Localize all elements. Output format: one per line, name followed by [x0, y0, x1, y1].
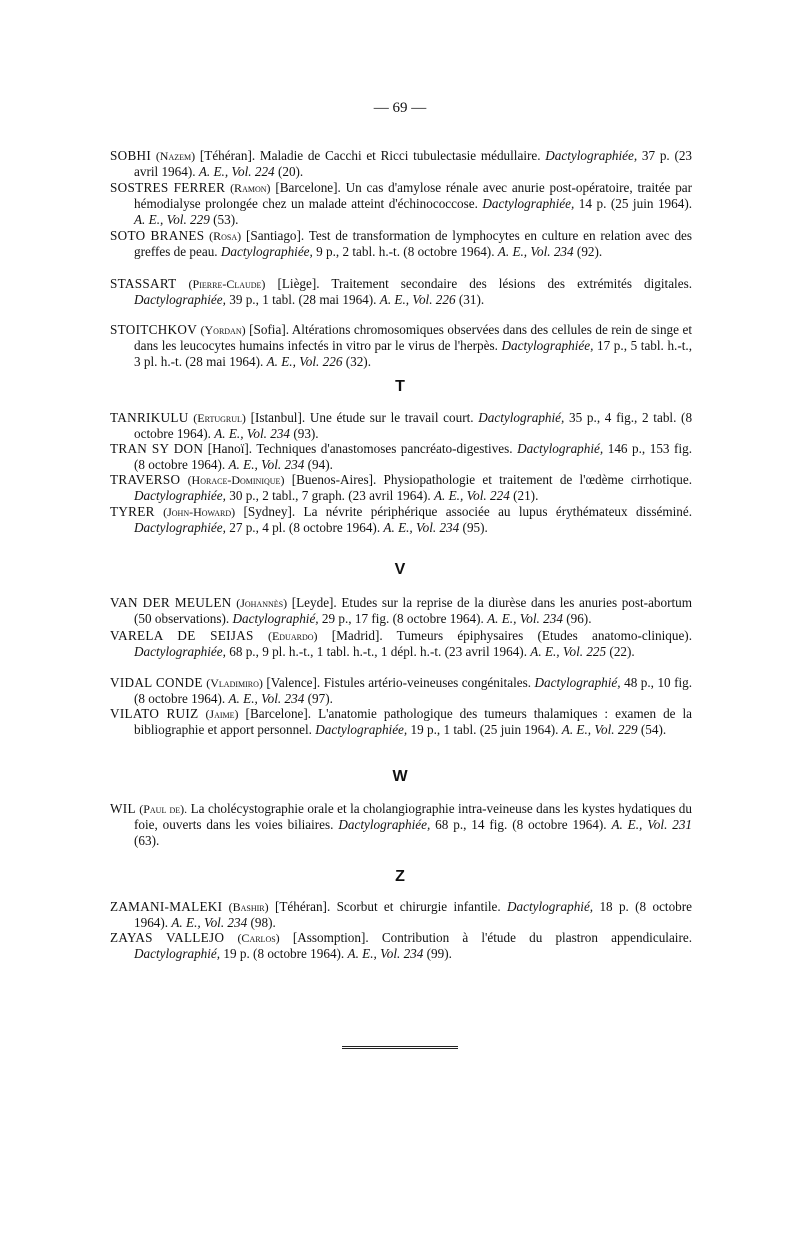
entry-type: Dactylographié, — [517, 441, 604, 456]
bibliography-entry — [110, 228, 692, 260]
entry-type: Dactylographiée, — [315, 722, 408, 738]
entry-type: Dactylographiée, — [482, 196, 575, 212]
bibliography-entry — [110, 675, 692, 707]
entry-journal: A. E., Vol. 234 — [487, 611, 563, 627]
entry-type: Dactylographiée, — [501, 338, 594, 354]
author-name: SOTO BRANES — [110, 228, 205, 243]
author-place: [Téhéran]. — [274, 899, 331, 914]
entry-details: 17 p., 5 tabl. h.-t., 3 pl. h.-t. (28 mai 1964). — [134, 338, 692, 369]
bibliography-entry — [110, 180, 692, 227]
entry-title: Etudes sur la reprise de la diurèse dans les anuries post-abortum (50 observations). — [134, 595, 693, 627]
entry-details: 68 p., 14 fig. (8 octobre 1964). — [435, 817, 607, 833]
entry-number: (32). — [345, 353, 371, 369]
author-place: [Téhéran]. — [199, 148, 256, 163]
author-place: [Assomption]. — [292, 930, 369, 945]
entry-number: (95). — [462, 520, 488, 536]
author-name: TRAN SY DON — [110, 441, 204, 456]
author-name: ZAYAS VALLEJO — [110, 930, 225, 945]
author-given-name: (Vladimiro) — [206, 676, 263, 690]
entry-title: Altérations chromosomiques observées dans des cellules de rein de singe et dans les leucocytes humains infectés in vitro par le virus de l'herpès. — [134, 322, 693, 354]
entry-type: Dactylographié, — [534, 675, 621, 690]
author-given-name: (Yordan) — [200, 323, 246, 337]
entry-number: (94). — [307, 457, 333, 473]
bibliography-entry — [110, 276, 692, 308]
entry-title: Fistules artério-veineuses congénitales. — [323, 675, 532, 690]
author-place: [Santiago]. — [245, 228, 305, 243]
entry-journal: A. E., Vol. 234 — [214, 426, 291, 442]
entry-number: (97). — [307, 691, 333, 707]
entry-title: La névrite périphérique associée au lupus érythémateux disséminé. — [303, 504, 693, 519]
author-given-name: (Carlos) — [237, 931, 280, 945]
entry-details: 19 p., 1 tabl. (25 juin 1964). — [410, 722, 559, 738]
entry-details: 18 p. (8 octobre 1964). — [134, 899, 693, 931]
entry-title: Une étude sur le travail court. — [309, 410, 474, 425]
entry-title: Test de transformation de lymphocytes en culture en relation avec des greffes de peau. — [134, 228, 693, 260]
bibliography-entry — [110, 322, 692, 369]
author-given-name: (Pierre-Claude) — [188, 277, 266, 291]
entry-number: (22). — [609, 644, 635, 660]
bibliography-entry — [110, 472, 692, 504]
entry-journal: A. E., Vol. 234 — [228, 457, 305, 473]
section-letter-t: T — [395, 378, 405, 395]
author-name: TRAVERSO — [110, 472, 181, 487]
entry-type: Dactylographié, — [507, 899, 594, 914]
entry-journal: A. E., Vol. 234 — [347, 946, 424, 962]
author-given-name: (Johannès) — [236, 596, 288, 610]
entry-details: 39 p., 1 tabl. (28 mai 1964). — [229, 292, 377, 308]
entry-number: (31). — [458, 292, 485, 308]
bibliography-entry — [110, 930, 692, 962]
section-letter-z: Z — [395, 868, 405, 885]
bibliography-entry — [110, 410, 692, 442]
author-given-name: (Horace-Dominique) — [187, 473, 285, 487]
entry-journal: A. E., Vol. 229 — [134, 211, 210, 227]
entry-type: Dactylographiée, — [220, 244, 313, 260]
author-name: VIDAL CONDE — [110, 675, 203, 690]
section-letter-w: W — [392, 768, 408, 785]
entry-details: 37 p. (23 avril 1964). — [134, 148, 693, 180]
author-name: VILATO RUIZ — [110, 706, 199, 721]
entry-type: Dactylographiée, — [134, 292, 226, 308]
entry-type: Dactylographié, — [232, 611, 319, 627]
author-given-name: (Nazem) — [155, 149, 196, 163]
entry-details: 9 p., 2 tabl. h.-t. (8 octobre 1964). — [316, 244, 495, 260]
entry-number: (20). — [277, 164, 304, 180]
entry-title: Scorbut et chirurgie infantile. — [336, 899, 501, 914]
author-name: TYRER — [110, 504, 155, 519]
entry-journal: A. E., Vol. 224 — [198, 164, 275, 180]
entry-title: Traitement secondaire des lésions des extrémités digitales. — [331, 276, 693, 291]
end-rule-divider — [342, 1046, 458, 1049]
entry-number: (98). — [250, 915, 276, 931]
author-name: TANRIKULU — [110, 410, 189, 425]
author-name: STASSART — [110, 276, 177, 291]
entry-type: Dactylographiée, — [338, 817, 431, 833]
section-letter-v: V — [394, 561, 406, 578]
entry-type: Dactylographiée, — [134, 488, 226, 504]
entry-journal: A. E., Vol. 224 — [433, 488, 510, 504]
entry-number: (53). — [213, 211, 239, 227]
entry-title: Techniques d'anastomoses pancréato-digestives. — [256, 441, 513, 456]
entry-number: (96). — [566, 611, 592, 627]
author-place: [Madrid]. — [331, 628, 383, 643]
entry-details: 14 p. (25 juin 1964). — [578, 196, 693, 212]
entry-details: 19 p. (8 octobre 1964). — [223, 946, 345, 962]
entry-details: 29 p., 17 fig. (8 octobre 1964). — [321, 611, 484, 627]
author-place: [Leyde]. — [291, 595, 337, 610]
entry-number: (92). — [576, 244, 603, 260]
entry-title: Tumeurs épiphysaires (Etudes anatomo-clinique). — [396, 628, 692, 643]
entry-journal: A. E., Vol. 229 — [561, 722, 638, 738]
entry-journal: A. E., Vol. 234 — [383, 520, 460, 536]
author-name: ZAMANI-MALEKI — [110, 899, 223, 914]
author-place: [Sofia]. — [249, 322, 290, 337]
entry-details: 27 p., 4 pl. (8 octobre 1964). — [229, 520, 381, 536]
entry-number: (99). — [426, 946, 452, 962]
entry-details: 68 p., 9 pl. h.-t., 1 tabl. h.-t., 1 dépl. h.-t. (23 avril 1964). — [229, 644, 527, 660]
entry-journal: A. E., Vol. 226 — [266, 353, 343, 369]
entry-title: La cholécystographie orale et la cholangiographie intra-veineuse dans les kystes hydatiques du foie, ouverts dans les voies biliaires. — [134, 801, 692, 833]
entry-type: Dactylographiée, — [134, 520, 226, 536]
bibliography-entry — [110, 706, 692, 738]
author-given-name: (Ramon) — [230, 181, 271, 195]
author-given-name: (Bashir) — [228, 900, 269, 914]
entry-number: (63). — [134, 832, 160, 848]
author-place: [Sydney]. — [243, 504, 296, 519]
bibliography-entry — [110, 628, 692, 660]
entry-title: Contribution à l'étude du plastron appendiculaire. — [381, 930, 693, 945]
author-name: STOITCHKOV — [110, 322, 198, 337]
entry-details: 146 p., 153 fig. (8 octobre 1964). — [134, 441, 693, 473]
entry-details: 48 p., 10 fig. (8 octobre 1964). — [134, 675, 693, 707]
entry-journal: A. E., Vol. 226 — [379, 292, 456, 308]
entry-details: 30 p., 2 tabl., 7 graph. (23 avril 1964). — [229, 488, 431, 504]
entry-title: Un cas d'amylose rénale avec anurie post-opératoire, traitée par hémodialyse prolongée chez un malade atteint d'échinococcose. — [134, 180, 693, 212]
author-name: VAN DER MEULEN — [110, 595, 232, 610]
entry-journal: A. E., Vol. 234 — [228, 691, 305, 707]
author-place: [Liège]. — [277, 276, 320, 291]
entry-type: Dactylographié, — [134, 946, 221, 962]
entry-title: Maladie de Cacchi et Ricci tubulectasie médullaire. — [259, 148, 541, 163]
bibliography-entry — [110, 148, 692, 180]
entry-type: Dactylographiée, — [134, 644, 226, 660]
author-place: [Istanbul]. — [250, 410, 306, 425]
author-place: [Hanoï]. — [207, 441, 253, 456]
entry-journal: A. E., Vol. 234 — [171, 915, 248, 931]
bibliography-entry — [110, 899, 692, 931]
entry-title: Physiopathologie et traitement de l'œdème cirrhotique. — [383, 472, 693, 487]
author-place: [Barcelone]. — [275, 180, 341, 195]
bibliography-entry — [110, 801, 692, 848]
author-place: [Buenos-Aires]. — [291, 472, 377, 487]
page-number: — 69 — — [373, 100, 427, 116]
entry-number: (21). — [513, 488, 539, 504]
entry-details: 35 p., 4 fig., 2 tabl. (8 octobre 1964). — [134, 410, 693, 442]
entry-number: (93). — [293, 426, 319, 442]
entry-type: Dactylographiée, — [545, 148, 638, 163]
entry-title: L'anatomie pathologique des tumeurs thalamiques : examen de la bibliographie et apport personnel. — [134, 706, 693, 738]
entry-journal: A. E., Vol. 234 — [497, 244, 574, 260]
author-place: [Barcelone]. — [245, 706, 312, 721]
entry-type: Dactylographié, — [478, 410, 565, 425]
bibliography-entry — [110, 441, 692, 473]
bibliography-entry — [110, 595, 692, 627]
author-given-name: (Rosa) — [209, 229, 242, 243]
author-place: [Valence]. — [266, 675, 321, 690]
author-name: SOSTRES FERRER — [110, 180, 226, 195]
author-name: SOBHI — [110, 148, 152, 163]
author-name: VARELA DE SEIJAS — [110, 628, 254, 643]
bibliography-entry — [110, 504, 692, 536]
entry-number: (54). — [640, 722, 667, 738]
author-given-name: (Paul de). — [139, 802, 188, 816]
author-given-name: (John-Howard) — [163, 505, 236, 519]
author-given-name: (Ertugrul) — [193, 411, 246, 425]
author-given-name: (Eduardo) — [267, 629, 318, 643]
author-name: WIL — [110, 801, 136, 816]
entry-journal: A. E., Vol. 231 — [611, 817, 693, 833]
author-given-name: (Jaime) — [205, 707, 239, 721]
entry-journal: A. E., Vol. 225 — [530, 644, 607, 660]
